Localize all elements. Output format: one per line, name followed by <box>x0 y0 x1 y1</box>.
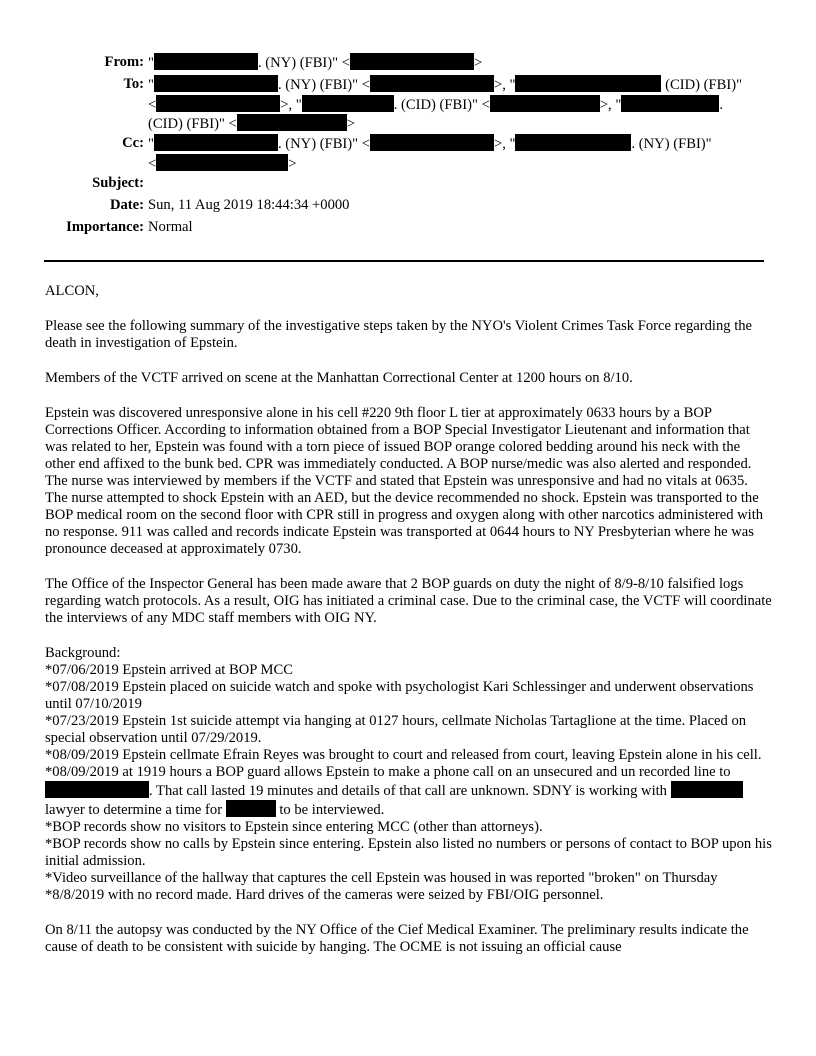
importance-value: Normal <box>148 219 193 235</box>
date-value: Sun, 11 Aug 2019 18:44:34 +0000 <box>148 197 350 213</box>
redaction-block <box>154 75 278 92</box>
redaction-block <box>621 95 719 112</box>
redaction-block <box>515 75 661 92</box>
background-section <box>45 645 773 904</box>
redaction-block <box>237 114 347 131</box>
background-item: *BOP records show no calls by Epstein since entering. Epstein also listed no numbers or persons of contact to BOP upon his initial admission. <box>45 836 772 869</box>
redaction-block <box>154 53 258 70</box>
date-label: Date: <box>109 197 144 213</box>
background-item: *08/09/2019 at 1919 hours a BOP guard allows Epstein to make a phone call on an unsecured and un recorded line to . That call lasted 19 minutes and details of that call are unknown. SDNY is working with lawyer to determine a time for to be interviewed. <box>45 764 773 819</box>
greeting: ALCON, <box>45 283 99 299</box>
redaction-block <box>156 154 288 171</box>
header-divider <box>44 260 764 262</box>
background-item: *07/23/2019 Epstein 1st suicide attempt via hanging at 0127 hours, cellmate Nicholas Tartaglione at the time. Placed on special observation until 07/29/2019. <box>45 713 747 746</box>
redaction-block <box>156 95 280 112</box>
background-item: *08/09/2019 Epstein cellmate Efrain Reyes was brought to court and released from court, leaving Epstein alone in his cell. <box>45 747 762 763</box>
paragraph-arrival: Members of the VCTF arrived on scene at the Manhattan Correctional Center at 1200 hours on 8/10. <box>45 370 633 386</box>
redaction-block <box>370 134 494 151</box>
redaction-block <box>671 781 743 798</box>
background-item: *07/08/2019 Epstein placed on suicide watch and spoke with psychologist Kari Schlessinger and underwent observations until 07/10/2019 <box>45 679 754 712</box>
redaction-block <box>515 134 631 151</box>
paragraph-autopsy: On 8/11 the autopsy was conducted by the NY Office of the Cief Medical Examiner. The preliminary results indicate the cause of death to be consistent with suicide by hanging. The OCME is not issuing an official cause <box>45 922 749 955</box>
background-item: *Video surveillance of the hallway that captures the cell Epstein was housed in was reported "broken" on Thursday *8/8/2019 with no record made. Hard drives of the cameras were seized by FBI/OIG personnel. <box>45 870 718 903</box>
background-title: Background: <box>45 645 121 661</box>
redaction-block <box>490 95 600 112</box>
redaction-block <box>370 75 494 92</box>
redaction-block <box>302 95 394 112</box>
importance-label: Importance: <box>66 219 144 235</box>
email-body <box>45 283 773 974</box>
paragraph-summary: Please see the following summary of the investigative steps taken by the NYO's Violent Crimes Task Force regarding the death in investigation of Epstein. <box>45 318 753 351</box>
paragraph-oig: The Office of the Inspector General has been made aware that 2 BOP guards on duty the night of 8/9-8/10 falsified logs regarding watch protocols. As a result, OIG has initiated a criminal case. Due to the criminal case, the VCTF will coordinate the interviews of any MDC staff members with OIG NY. <box>45 576 772 626</box>
redaction-block <box>350 53 474 70</box>
redaction-block <box>154 134 278 151</box>
subject-label: Subject: <box>92 175 144 191</box>
from-label: From: <box>104 54 144 70</box>
background-item: *07/06/2019 Epstein arrived at BOP MCC <box>45 662 293 678</box>
background-item: *BOP records show no visitors to Epstein since entering MCC (other than attorneys). <box>45 819 543 835</box>
redaction-block <box>45 781 149 798</box>
cc-label: Cc: <box>122 135 144 151</box>
to-label: To: <box>123 76 144 92</box>
paragraph-discovery: Epstein was discovered unresponsive alone in his cell #220 9th floor L tier at approximately 0633 hours by a BOP Corrections Officer. According to information obtained from a BOP Special Investigator Lieutenant and information that was related to her, Epstein was found with a torn piece of issued BOP orange colored bedding around his neck with the other end affixed to the bunk bed. CPR was immediately conducted. A BOP nurse/medic was also alerted and responded. The nurse was interviewed by members if the VCTF and stated that Epstein was unresponsive and had no vitals at 0635. The nurse attempted to shock Epstein with an AED, but the device recommended no shock. Epstein was transported to the BOP medical room on the second floor with CPR still in progress and oxygen along with other narcotics administered with no response. 911 was called and records indicate Epstein was transported at 0644 hours to NY Presbyterian where he was pronounce deceased at approximately 0730. <box>45 405 764 557</box>
redaction-block <box>226 800 276 817</box>
